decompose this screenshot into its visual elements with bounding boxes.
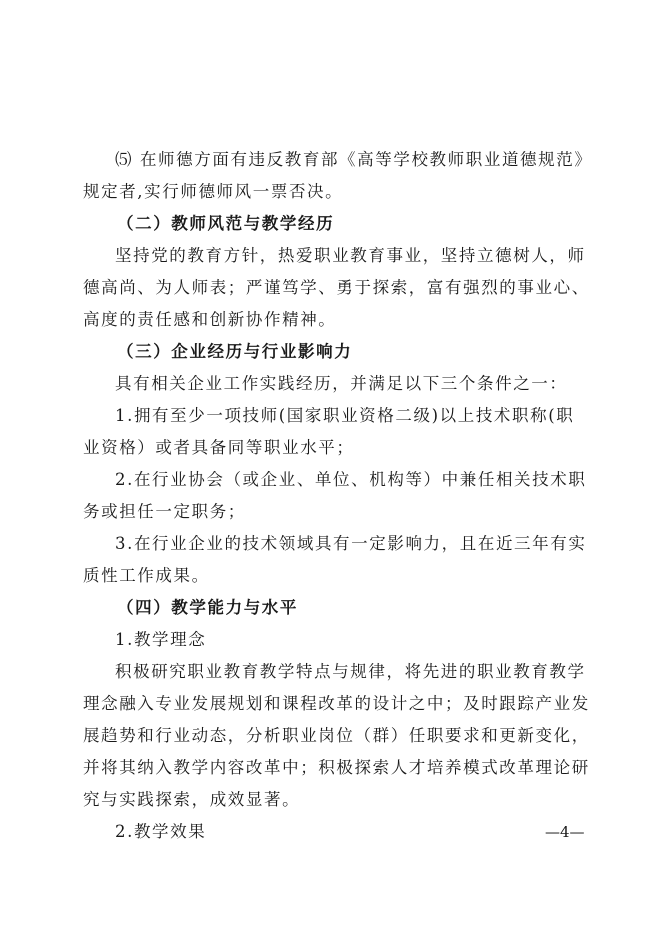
text-line: 规定者,实行师德师风一票否决。 (83, 182, 344, 201)
text-line: 质性工作成果。 (83, 566, 210, 585)
text-line: 1.教学理念 (115, 630, 207, 649)
text-line: 坚持党的教育方针，热爱职业教育事业，坚持立德树人，师 (115, 246, 586, 265)
text-line: 德高尚、为人师表；严谨笃学、勇于探索，富有强烈的事业心、 (83, 278, 590, 297)
text-line: 理念融入专业发展规划和课程改革的设计之中；及时跟踪产业发 (83, 694, 590, 713)
section-heading: （二）教师风范与教学经历 (117, 214, 335, 233)
text-line: 高度的责任感和创新协作精神。 (83, 310, 337, 329)
page-number: —4— (545, 823, 585, 841)
text-line: 展趋势和行业动态，分析职业岗位（群）任职要求和更新变化， (83, 726, 590, 745)
text-line: ⑸ 在师德方面有违反教育部《高等学校教师职业道德规范》 (115, 150, 593, 169)
text-line: 并将其纳入教学内容改革中；积极探索人才培养模式改革理论研 (83, 758, 590, 777)
text-line: 2.在行业协会（或企业、单位、机构等）中兼任相关技术职 (115, 470, 587, 489)
text-line: 业资格）或者具备同等职业水平； (83, 438, 355, 457)
text-line: 务或担任一定职务； (83, 502, 246, 521)
text-line: 具有相关企业工作实践经历，并满足以下三个条件之一： (115, 374, 568, 393)
text-line: 2.教学效果 (115, 822, 207, 841)
text-line: 积极研究职业教育教学特点与规律，将先进的职业教育教学 (115, 662, 586, 681)
section-heading: （四）教学能力与水平 (117, 598, 298, 617)
section-heading: （三）企业经历与行业影响力 (117, 342, 353, 361)
text-line: 3.在行业企业的技术领域具有一定影响力，且在近三年有实 (115, 534, 587, 553)
text-line: 1.拥有至少一项技师(国家职业资格二级)以上技术职称(职 (115, 406, 575, 425)
text-line: 究与实践探索，成效显著。 (83, 790, 301, 809)
